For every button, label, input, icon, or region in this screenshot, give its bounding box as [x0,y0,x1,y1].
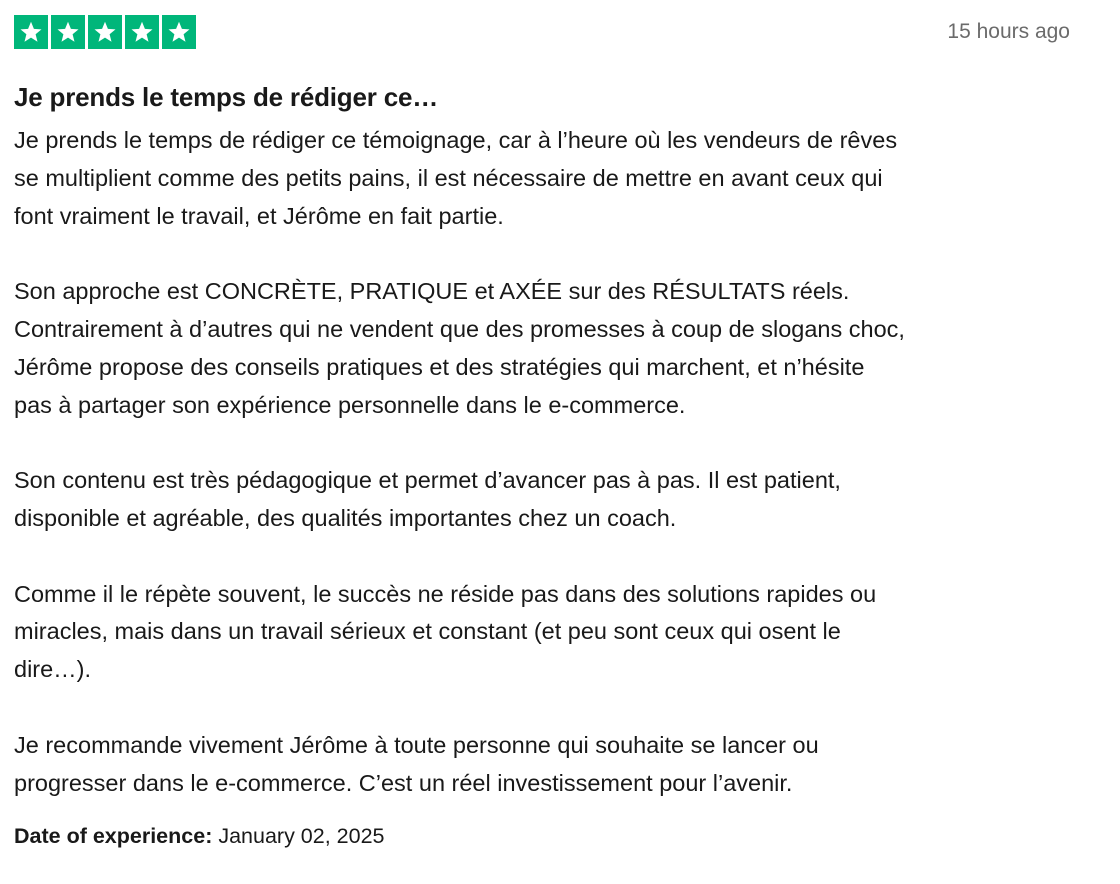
review-line: Je prends le temps de rédiger ce témoignage, car à l’heure où les vendeurs de rêves [14,127,898,153]
review-paragraph [14,462,1084,538]
review-header [14,0,1106,46]
review-line: Je recommande vivement Jérôme à toute personne qui souhaite se lancer ou [14,731,819,758]
review-body [14,122,1106,802]
star-icon [162,15,196,49]
star-rating [14,15,196,49]
review-line: font vraiment le travail, et Jérôme en fait partie. [14,202,504,229]
star-icon [125,15,159,49]
review-line: progresser dans le e-commerce. C’est un réel investissement pour l’avenir. [14,769,793,796]
star-icon [51,15,85,49]
experience-label: Date of experience: [14,824,213,849]
review-line: miracles, mais dans un travail sérieux et constant (et peu sont ceux qui osent le [14,618,841,645]
star-icon [14,15,48,49]
review-date: 15 hours ago [947,20,1070,43]
review-paragraph [14,576,1084,689]
review-line: Son contenu est très pédagogique et permet d’avancer pas à pas. Il est patient, [14,467,841,494]
review-line: Comme il le répète souvent, le succès ne réside pas dans des solutions rapides ou [14,580,877,607]
review-paragraph [14,273,1084,424]
review-line: se multiplient comme des petits pains, il est nécessaire de mettre en avant ceux qui [14,164,883,191]
star-icon [88,15,122,49]
review-line: Contrairement à d’autres qui ne vendent que des promesses à coup de slogans choc, [14,315,905,342]
experience-date: January 02, 2025 [218,824,385,849]
date-of-experience [14,822,1106,850]
review-line: dire…). [14,656,92,683]
review-line: disponible et agréable, des qualités importantes chez un coach. [14,504,677,531]
review-line: Jérôme propose des conseils pratiques et des stratégies qui marchent, et n’hésite [14,353,865,380]
review-title[interactable]: Je prends le temps de rédiger ce… [14,82,439,112]
review-line: pas à partager son expérience personnelle dans le e-commerce. [14,391,686,418]
review-paragraph [14,122,1084,235]
review-paragraph [14,727,1084,803]
review-line: Son approche est CONCRÈTE, PRATIQUE et AXÉE sur des RÉSULTATS réels. [14,278,850,305]
